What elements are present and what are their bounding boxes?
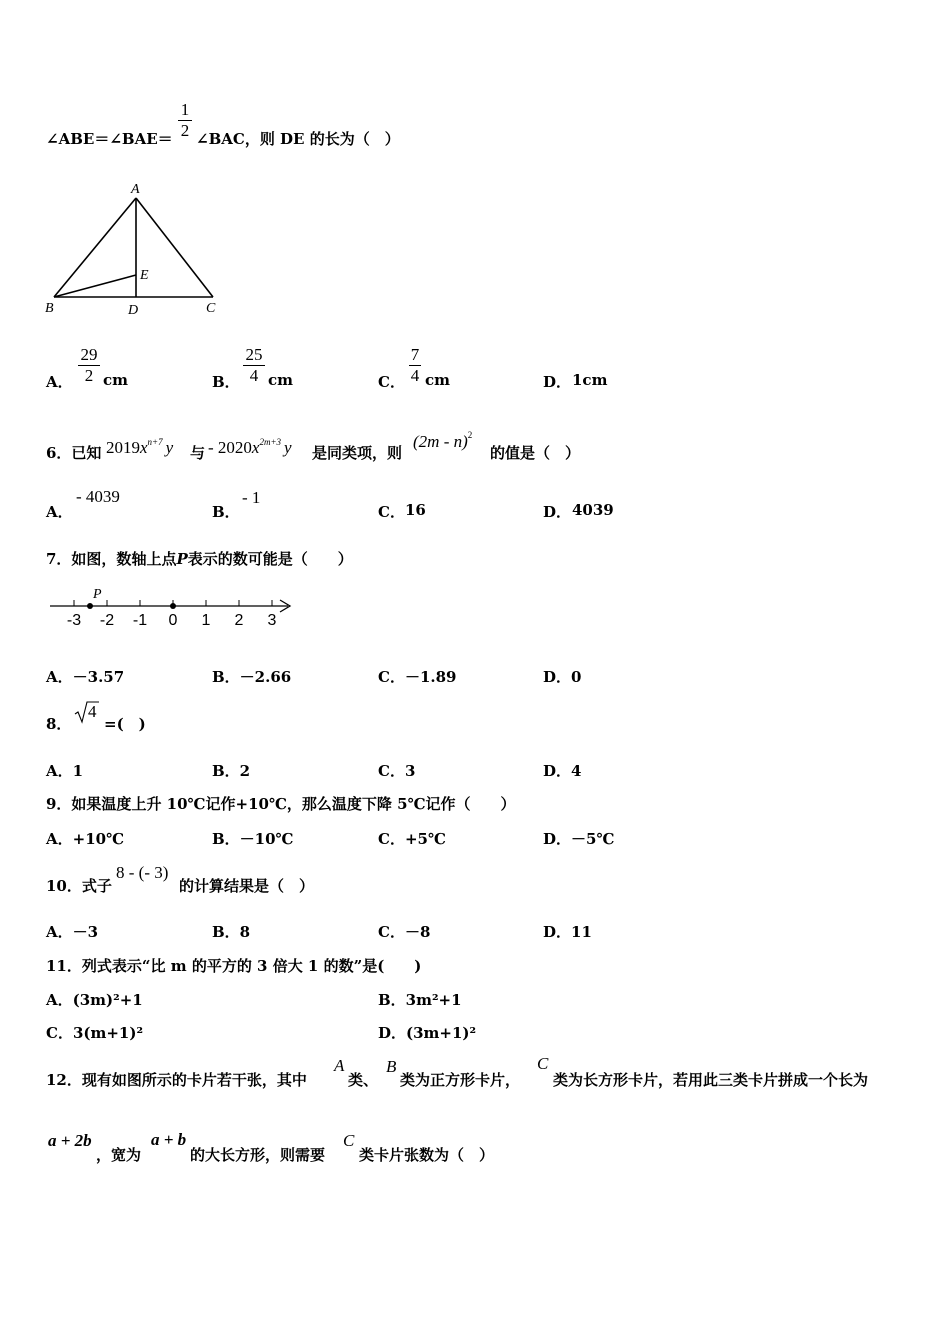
q12-var-a: A bbox=[334, 1056, 345, 1075]
q6-option-c-label: C． bbox=[378, 503, 405, 521]
q7-option-b: B．－2.66 bbox=[212, 668, 292, 686]
q6-term1 bbox=[106, 438, 173, 458]
q12-length-expr: a + 2b bbox=[48, 1131, 92, 1150]
tick-label--2: -2 bbox=[99, 612, 115, 629]
q7-option-d: D．0 bbox=[543, 668, 582, 686]
q8-option-a: A．1 bbox=[46, 762, 84, 780]
point-p-dot bbox=[87, 603, 93, 609]
q5-option-d-text: 1cm bbox=[572, 371, 608, 389]
q6-term2-y: y bbox=[284, 438, 292, 457]
q5-option-c-fraction bbox=[409, 345, 421, 386]
q6-expr-exp: 2 bbox=[467, 430, 473, 440]
tick-label-3: 3 bbox=[267, 612, 277, 629]
q5-option-a-den: 2 bbox=[84, 366, 94, 385]
q6-term2-exp: 2m+3 bbox=[259, 437, 282, 447]
q12-after-width: 的大长方形，则需要 bbox=[190, 1146, 326, 1164]
q11-option-d: D．(3m+1)² bbox=[378, 1024, 477, 1042]
label-e: E bbox=[140, 268, 149, 283]
q8-option-d: D．4 bbox=[543, 762, 582, 780]
q7-stem-prefix: 7．如图，数轴上点 bbox=[46, 550, 177, 568]
q6-term1-x: x bbox=[140, 438, 148, 457]
q12-var-b: B bbox=[386, 1057, 397, 1076]
q6-expression bbox=[413, 432, 472, 452]
q5-option-a-fraction bbox=[78, 345, 100, 386]
q10-suffix: 的计算结果是（ ） bbox=[179, 877, 315, 895]
q5-option-c-unit: cm bbox=[425, 371, 451, 389]
q6-mid: 与 bbox=[190, 444, 206, 462]
q12-end: 类卡片张数为（ ） bbox=[359, 1146, 495, 1164]
q5-option-c-label: C． bbox=[378, 373, 405, 391]
q6-term2 bbox=[208, 438, 292, 458]
q11-stem: 11．列式表示“比 m 的平方的 3 倍大 1 的数”是( ) bbox=[46, 957, 422, 975]
segment-ab bbox=[54, 198, 136, 297]
q8-radicand: 4 bbox=[88, 702, 97, 721]
q10-option-a: A．－3 bbox=[46, 923, 99, 941]
q6-option-a-label: A． bbox=[46, 503, 73, 521]
label-a: A bbox=[131, 182, 140, 197]
q10-option-b: B．8 bbox=[212, 923, 251, 941]
q12-after-c: 类为长方形卡片，若用此三类卡片拼成一个长为 bbox=[553, 1071, 869, 1089]
q5-option-d-label: D． bbox=[543, 373, 572, 391]
q12-var-c: C bbox=[537, 1054, 549, 1073]
q6-option-d-val: 4039 bbox=[572, 501, 614, 519]
q6-suffix: 的值是（ ） bbox=[490, 444, 581, 462]
tick-label-2: 2 bbox=[234, 612, 244, 629]
q11-option-b: B．3m²+1 bbox=[378, 991, 462, 1009]
q9-option-d: D．－5℃ bbox=[543, 830, 615, 848]
q9-stem: 9．如果温度上升 10℃记作+10℃，那么温度下降 5℃记作（ ） bbox=[46, 795, 516, 813]
label-c: C bbox=[206, 301, 216, 316]
q10-expression: 8 - (- 3) bbox=[116, 863, 169, 882]
q5-triangle-figure bbox=[40, 178, 230, 323]
q6-term1-exp: n+7 bbox=[147, 437, 163, 447]
q6-option-b-val: - 1 bbox=[242, 488, 261, 507]
q5-option-b-den: 4 bbox=[249, 366, 259, 385]
q6-term2-x: x bbox=[251, 438, 260, 457]
q6-term1-y: y bbox=[165, 438, 174, 457]
q5-option-b-num: 25 bbox=[245, 345, 263, 364]
q11-option-a: A．(3m)²+1 bbox=[46, 991, 143, 1009]
q6-expr-text: (2m - n) bbox=[413, 432, 468, 451]
q8-prefix: 8． bbox=[46, 715, 72, 733]
q6-prefix: 6．已知 bbox=[46, 444, 102, 462]
q6-option-d-label: D． bbox=[543, 503, 572, 521]
q5-option-b-label: B． bbox=[212, 373, 240, 391]
q7-stem-p: P bbox=[176, 550, 188, 568]
q6-option-a-val: - 4039 bbox=[76, 487, 120, 506]
q5-stem-right: ∠BAC，则 DE 的长为（ ） bbox=[196, 130, 400, 148]
q7-option-a: A．－3.57 bbox=[46, 668, 125, 686]
q9-option-a: A．+10℃ bbox=[46, 830, 125, 848]
q6-option-b-label: B． bbox=[212, 503, 240, 521]
q7-stem-suffix: 表示的数可能是（ ） bbox=[187, 550, 353, 568]
tick-label-1: 1 bbox=[201, 612, 211, 629]
q5-option-a-unit: cm bbox=[103, 371, 129, 389]
q9-option-b: B．－10℃ bbox=[212, 830, 294, 848]
q8-option-c: C．3 bbox=[378, 762, 416, 780]
q5-stem-left: ∠ABE＝∠BAE＝ bbox=[46, 130, 173, 148]
q5-stem-frac-num: 1 bbox=[180, 100, 190, 119]
q5-option-a-num: 29 bbox=[80, 345, 98, 364]
q12-wide-label: ，宽为 bbox=[96, 1146, 142, 1164]
origin-dot bbox=[170, 603, 176, 609]
q5-stem-fraction bbox=[178, 100, 192, 141]
q6-after: 是同类项，则 bbox=[312, 444, 403, 462]
q6-option-c-val: 16 bbox=[405, 501, 426, 519]
q10-option-c: C．－8 bbox=[378, 923, 431, 941]
q5-option-c-den: 4 bbox=[410, 366, 420, 385]
q6-term1-coef: 2019 bbox=[106, 438, 140, 457]
label-d: D bbox=[128, 303, 139, 318]
q10-option-d: D．11 bbox=[543, 923, 592, 941]
tick-label--3: -3 bbox=[66, 612, 82, 629]
q12-var-c2: C bbox=[343, 1131, 355, 1150]
q6-term2-coef: - 2020 bbox=[208, 438, 252, 457]
q12-line1-prefix: 12．现有如图所示的卡片若干张，其中 bbox=[46, 1071, 307, 1089]
tick-label--1: -1 bbox=[132, 612, 148, 629]
q12-sep1: 类、 bbox=[348, 1071, 379, 1089]
q5-option-a-label: A． bbox=[46, 373, 73, 391]
q10-prefix: 10．式子 bbox=[46, 877, 112, 895]
q7-number-line bbox=[44, 583, 296, 631]
q5-option-b-fraction bbox=[243, 345, 265, 386]
q7-stem bbox=[46, 548, 353, 569]
segment-be bbox=[54, 275, 136, 297]
point-p-label: P bbox=[93, 587, 102, 602]
q8-suffix: =( ) bbox=[104, 715, 146, 733]
q12-width-expr: a + b bbox=[151, 1130, 187, 1149]
tick-label-0: 0 bbox=[168, 612, 178, 629]
q11-option-c: C．3(m+1)² bbox=[46, 1024, 144, 1042]
label-b: B bbox=[45, 301, 54, 316]
q5-stem-frac-den: 2 bbox=[180, 121, 190, 140]
q5-option-c-num: 7 bbox=[410, 345, 420, 364]
q7-option-c: C．－1.89 bbox=[378, 668, 457, 686]
q5-option-b-unit: cm bbox=[268, 371, 294, 389]
q9-option-c: C．+5℃ bbox=[378, 830, 446, 848]
q12-after-b: 类为正方形卡片， bbox=[400, 1071, 521, 1089]
q8-option-b: B．2 bbox=[212, 762, 251, 780]
